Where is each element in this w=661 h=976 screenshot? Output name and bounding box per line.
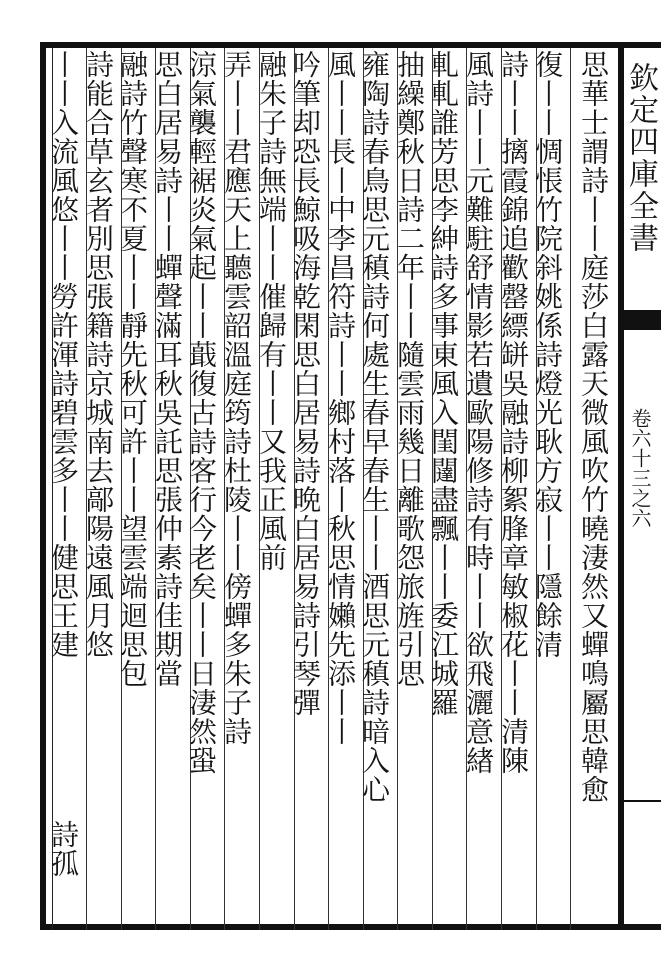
text-column: 雍陶詩春鳥思元稹詩何處生春早春生丨丨酒思元稹詩暗入心 bbox=[358, 50, 391, 804]
text-column: 吟筆却恐長鯨吸海乾閑思白居易詩晩白居易詩引琴彈 bbox=[289, 50, 322, 717]
text-column: 風詩丨丨元難駐舒情影若遺歐陽修詩有時丨丨欲飛灑意緖 bbox=[462, 50, 495, 775]
text-column: 復丨丨惆悵竹院斜姚係詩燈光耿方寂丨丨隱餘清 bbox=[531, 50, 564, 659]
band-fish-tail bbox=[623, 310, 661, 330]
text-column: 丨丨入流風悠丨丨勞許渾詩碧雲多丨丨健思王建 bbox=[47, 50, 80, 659]
text-column: 思華士謂詩丨丨庭莎白露天微風吹竹曉淒然又蟬鳴屬思韓愈 bbox=[577, 50, 610, 804]
text-column: 融朱子詩無端丨丨催歸有丨丨又我正風前 bbox=[255, 50, 288, 572]
text-column: 詩丨丨摛霞錦追歡罄縹缾吳融詩柳絮䏺章敏椒花丨丨清陳 bbox=[497, 50, 530, 775]
text-column: 弄丨丨君應天上聽雲韶溫庭筠詩杜陵丨丨傍蟬多朱子詩 bbox=[220, 50, 253, 746]
band-tick bbox=[618, 800, 661, 802]
running-head: 欽定四庫全書 bbox=[623, 62, 658, 254]
text-column: 風丨丨長丨中李昌符詩丨丨鄉村落丨秋思情嬾先添丨丨 bbox=[324, 50, 357, 746]
text-column: 詩孤 bbox=[47, 820, 80, 878]
text-column: 思白居易詩丨丨蟬聲滿耳秋吳託思張仲素詩佳期當 bbox=[151, 50, 184, 688]
text-column: 軋軋誰芳思李紳詩多事東風入閨闥盡飄丨丨委江城羅 bbox=[427, 50, 460, 717]
text-column: 融詩竹聲寒不夏丨丨靜先秋可許丨丨望雲端迴思包 bbox=[116, 50, 149, 688]
volume-label: 卷六十三之六 bbox=[628, 408, 652, 528]
text-column: 涼氣襲輕裾炎氣起丨丨蕺復古詩客行今老矣丨丨日淒然蛩 bbox=[185, 50, 218, 775]
text-column: 抽繰鄭秋日詩二年丨丨隨雲雨幾日離歌怨旅旌引思 bbox=[393, 50, 426, 688]
text-column: 詩能合草玄者別思張籍詩京城南去鄗陽遠風月悠 bbox=[82, 50, 115, 659]
